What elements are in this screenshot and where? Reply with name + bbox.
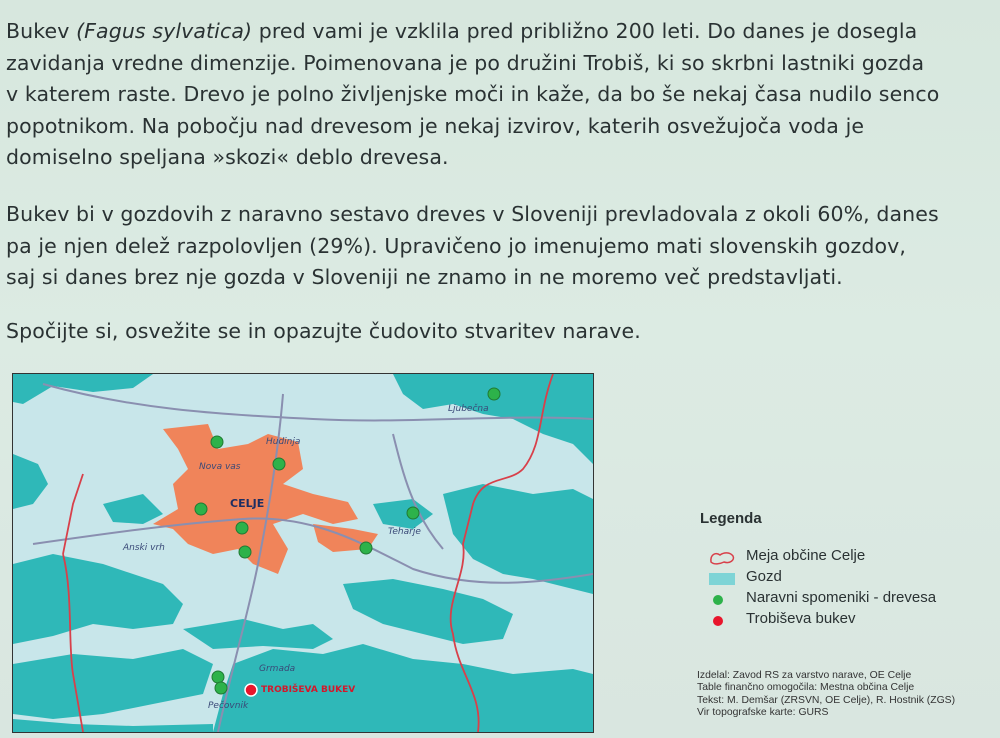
- text-line: popotnikom. Na pobočju nad drevesom je nekaj izvirov, katerih osvežujoča voda je: [6, 113, 865, 138]
- text-line: Bukev (Fagus sylvatica) pred vami je vzklila pred približno 200 leti. Do danes je dosegla: [6, 19, 918, 43]
- map-graphic: [13, 374, 593, 732]
- place-label: Anski vrh: [123, 543, 165, 553]
- text-line: domiselno speljana »skozi« deblo drevesa.: [6, 145, 449, 170]
- place-label: Teharje: [388, 527, 421, 537]
- place-label: Grmada: [259, 664, 296, 674]
- forest-swatch-icon: [708, 571, 736, 587]
- trobiseva-bukev-marker: [245, 684, 257, 696]
- place-label: Pečovnik: [208, 701, 249, 711]
- legend-item-forest: Gozd: [700, 568, 936, 589]
- intro-paragraph: [6, 16, 939, 174]
- credit-line: Vir topografske karte: GURS: [697, 707, 829, 719]
- text-line: zavidanja vredne dimenzije. Poimenovana je po družini Trobiš, ki so skrbni lastniki gozda: [6, 50, 925, 75]
- city-label: CELJE: [230, 497, 265, 510]
- credit-line: Izdelal: Zavod RS za varstvo narave, OE Celje: [697, 670, 912, 681]
- text-line: v katerem raste. Drevo je polno življenjske moči in kaže, da bo še nekaj časa nudilo senco: [6, 82, 940, 107]
- credit-line: Table finančno omogočila: Mestna občina Celje: [697, 682, 915, 694]
- place-label: Hudinja: [266, 437, 301, 447]
- legend-title: Legenda: [700, 510, 762, 527]
- text-line: Spočijte si, osvežite se in opazujte čudovito stvaritev narave.: [6, 319, 641, 343]
- legend-item-tree: Trobiševa bukev: [700, 610, 936, 631]
- latin-name: (Fagus sylvatica): [76, 19, 253, 43]
- beech-share-paragraph: [6, 199, 939, 294]
- place-label: Nova vas: [199, 462, 241, 472]
- boundary-icon: [708, 550, 736, 566]
- text-line: saj si danes brez nje gozda v Sloveniji ne znamo in ne moremo več predstavljati.: [6, 265, 843, 290]
- text-line: Bukev bi v gozdovih z naravno sestavo dreves v Sloveniji prevladovala z okoli 60%, danes: [6, 202, 939, 226]
- legend-item-boundary: Meja občine Celje: [700, 547, 936, 568]
- red-dot-icon: [708, 613, 736, 629]
- celje-map: [12, 373, 594, 733]
- legend-item-monuments: Naravni spomeniki - drevesa: [700, 589, 936, 610]
- forest-areas: [13, 374, 593, 732]
- place-label: Ljubečna: [448, 404, 489, 414]
- trobiseva-bukev-label: TROBIŠEVA BUKEV: [261, 685, 356, 695]
- closing-paragraph: [6, 316, 641, 348]
- green-dot-icon: [708, 592, 736, 608]
- credit-line: Tekst: M. Demšar (ZRSVN, OE Celje), R. Hostnik (ZGS): [697, 694, 956, 706]
- credits: [697, 670, 955, 720]
- text-line: pa je njen delež razpolovljen (29%). Upravičeno jo imenujemo mati slovenskih gozdov,: [6, 233, 906, 258]
- map-legend: [700, 510, 936, 631]
